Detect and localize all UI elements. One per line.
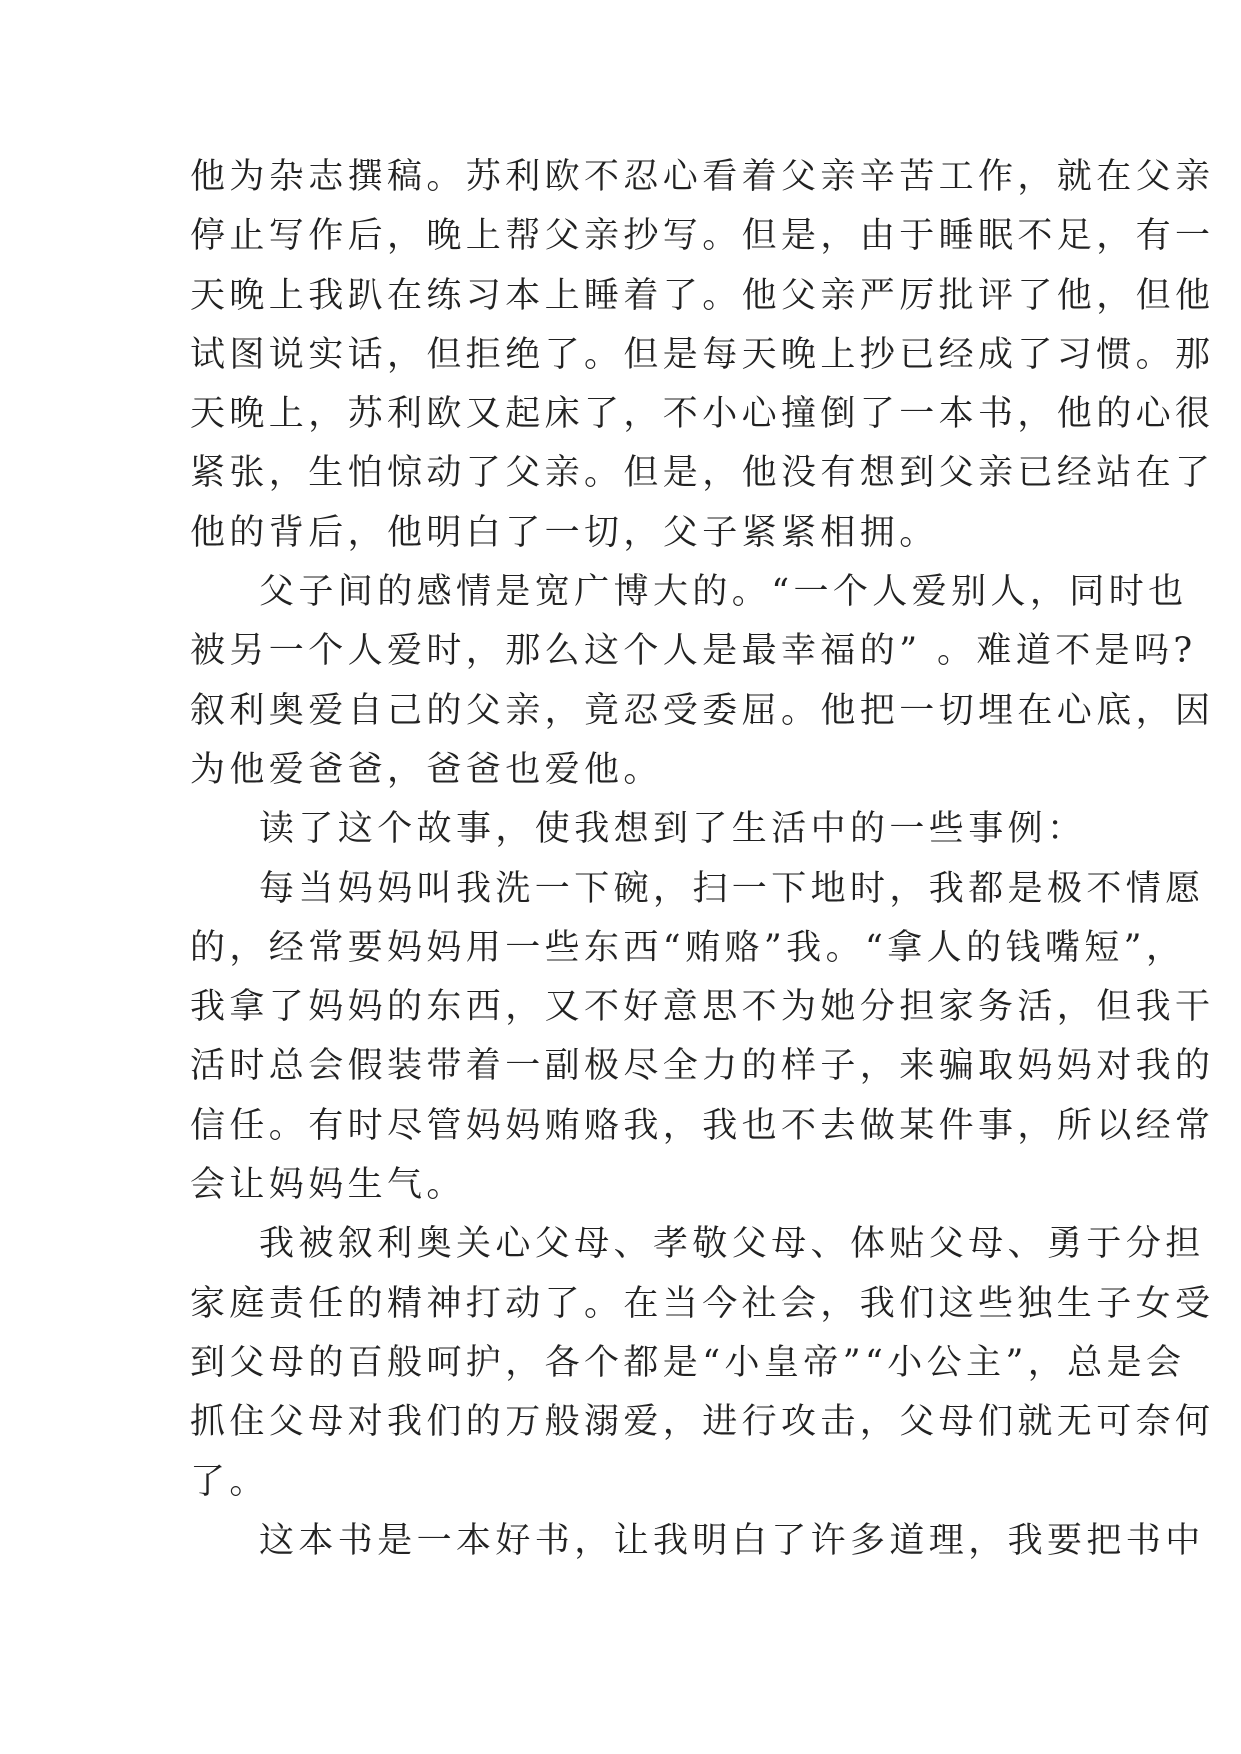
paragraph-first-line: 这本书是一本好书，让我明白了许多道理，我要把书中	[259, 1520, 1205, 1561]
text-line: 活时总会假装带着一副极尽全力的样子，来骗取妈妈对我的	[190, 1046, 1215, 1087]
text-line: 天晚上我趴在练习本上睡着了。他父亲严厉批评了他，但他	[190, 275, 1215, 316]
text-line: 叙利奥爱自己的父亲，竟忍受委屈。他把一切埋在心底，因	[190, 690, 1215, 731]
text-line: 家庭责任的精神打动了。在当今社会，我们这些独生子女受	[190, 1283, 1215, 1324]
text-line: 他为杂志撰稿。苏利欧不忍心看着父亲辛苦工作，就在父亲	[190, 157, 1215, 197]
text-line: 了。	[190, 1461, 269, 1502]
text-line: 抓住父母对我们的万般溺爱，进行攻击，父母们就无可奈何	[190, 1402, 1215, 1443]
text-line: 停止写作后，晚上帮父亲抄写。但是，由于睡眠不足，有一	[190, 216, 1215, 257]
text-line: 紧张，生怕惊动了父亲。但是，他没有想到父亲已经站在了	[190, 453, 1215, 494]
text-line: 试图说实话，但拒绝了。但是每天晚上抄已经成了习惯。那	[190, 334, 1215, 375]
paragraph-first-line: 我被叙利奥关心父母、孝敬父母、体贴父母、勇于分担	[259, 1224, 1205, 1265]
paragraph-first-line: 每当妈妈叫我洗一下碗，扫一下地时，我都是极不情愿	[259, 868, 1205, 909]
text-line: 天晚上，苏利欧又起床了，不小心撞倒了一本书，他的心很	[190, 394, 1215, 435]
paragraph-first-line: 读了这个故事，使我想到了生活中的一些事例：	[259, 809, 1087, 850]
text-line: 被另一个人爱时，那么这个人是最幸福的” 。难道不是吗?	[190, 631, 1197, 672]
paragraph-first-line: 父子间的感情是宽广博大的。“一个人爱别人，同时也	[259, 572, 1188, 613]
essay-body	[190, 148, 1215, 1571]
text-line: 我拿了妈妈的东西，又不好意思不为她分担家务活，但我干	[190, 987, 1215, 1028]
text-line: 到父母的百般呵护，各个都是“小皇帝”“小公主”，总是会	[190, 1342, 1186, 1383]
text-line: 信任。有时尽管妈妈贿赂我，我也不去做某件事，所以经常	[190, 1105, 1215, 1146]
text-line: 为他爱爸爸，爸爸也爱他。	[190, 749, 663, 790]
text-line: 他的背后，他明白了一切，父子紧紧相拥。	[190, 512, 939, 553]
text-line: 会让妈妈生气。	[190, 1165, 466, 1206]
text-line: 的，经常要妈妈用一些东西“贿赂”我。“拿人的钱嘴短”，	[190, 927, 1186, 968]
